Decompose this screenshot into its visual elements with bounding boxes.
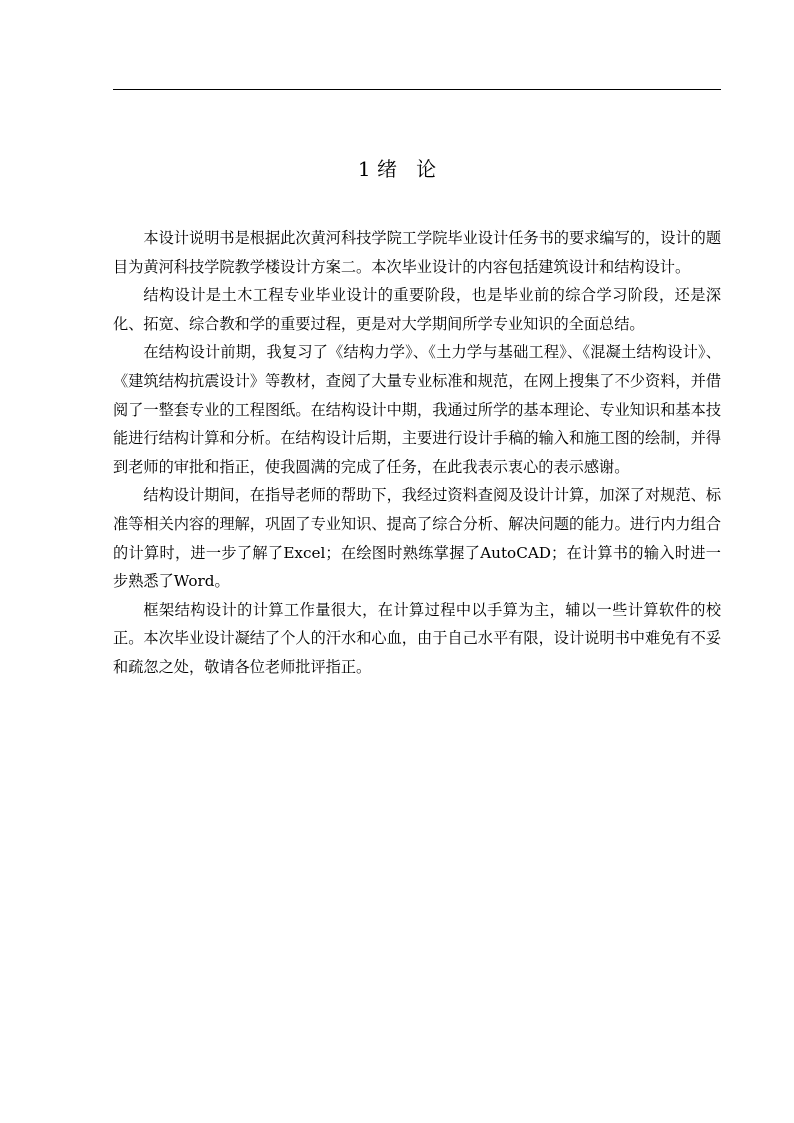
body-text [113,224,721,682]
paragraph: 框架结构设计的计算工作量很大，在计算过程中以手算为主，辅以一些计算软件的校正。本次毕业设计凝结了个人的汗水和心血，由于自己水平有限，设计说明书中难免有不妥和疏忽之处，敬请各位老师批评指正。 [113,600,721,676]
paragraph: 结构设计是土木工程专业毕业设计的重要阶段，也是毕业前的综合学习阶段，还是深化、拓宽、综合教和学的重要过程，更是对大学期间所学专业知识的全面总结。 [113,286,721,333]
chapter-title: 1 绪 论 [357,157,437,181]
paragraph: 结构设计期间，在指导老师的帮助下，我经过资料查阅及设计计算，加深了对规范、标准等相关内容的理解，巩固了专业知识、提高了综合分析、解决问题的能力。进行内力组合的计算时，进一步了解了Excel；在绘图时熟练掌握了AutoCAD；在计算书的输入时进一步熟悉了Word。 [113,486,721,591]
header-rule [113,89,721,90]
paragraph: 在结构设计前期，我复习了《结构力学》、《土力学与基础工程》、《混凝土结构设计》、《建筑结构抗震设计》等教材，查阅了大量专业标准和规范，在网上搜集了不少资料，并借阅了一整套专业的工程图纸。在结构设计中期，我通过所学的基本理论、专业知识和基本技能进行结构计算和分析。在结构设计后期，主要进行设计手稿的输入和施工图的绘制，并得到老师的审批和指正，使我圆满的完成了任务，在此我表示衷心的表示感谢。 [113,343,721,476]
paragraph: 本设计说明书是根据此次黄河科技学院工学院毕业设计任务书的要求编写的，设计的题目为黄河科技学院教学楼设计方案二。本次毕业设计的内容包括建筑设计和结构设计。 [113,229,721,276]
